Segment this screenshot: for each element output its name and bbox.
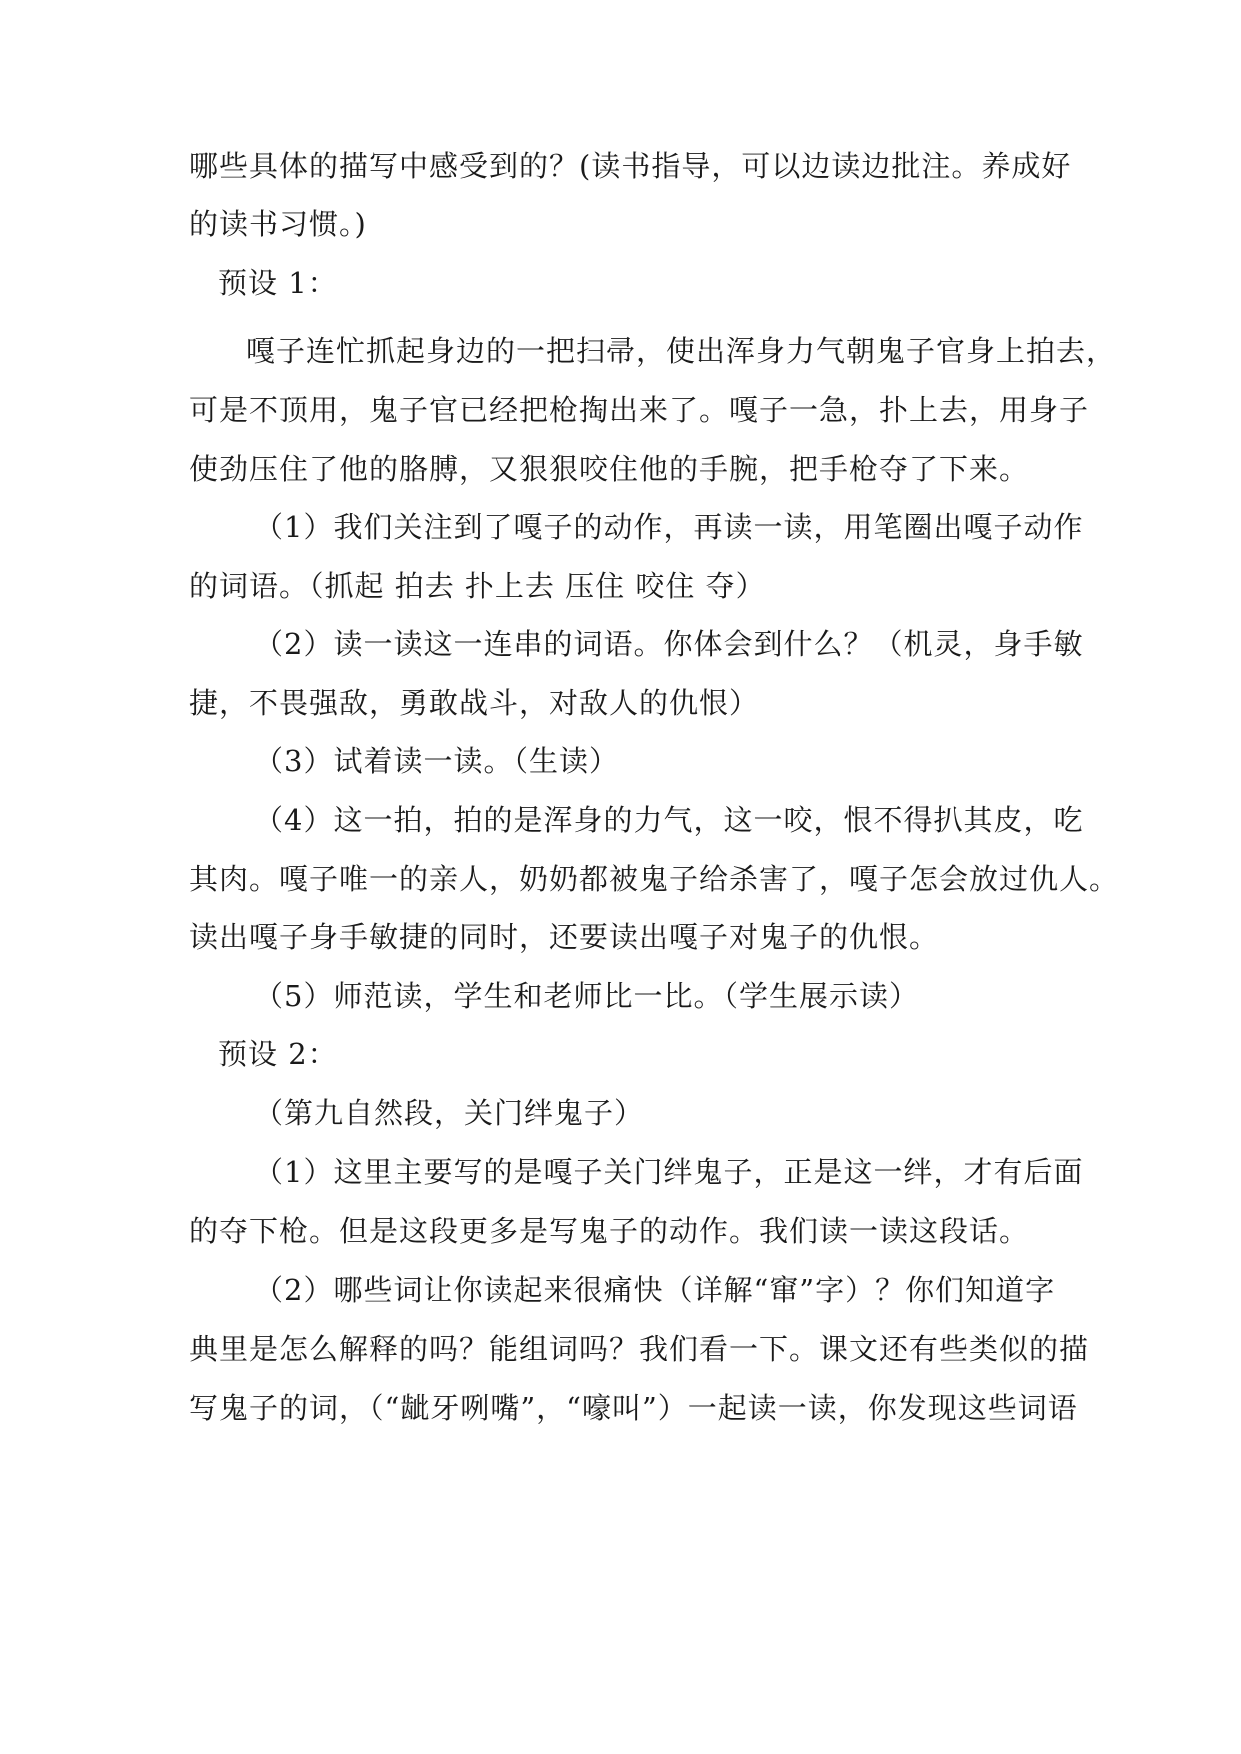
text-line: （2）读一读这一连串的词语。你体会到什么？（机灵，身手敏 (254, 627, 1084, 661)
text-line: （5）师范读，学生和老师比一比。（学生展示读） (254, 979, 919, 1013)
section-heading: 预设 2： (218, 1037, 338, 1071)
text-line: 哪些具体的描写中感受到的？(读书指导，可以边读边批注。养成好 (189, 149, 1072, 183)
text-line: （1）这里主要写的是嘎子关门绊鬼子，正是这一绊，才有后面 (254, 1155, 1084, 1189)
quoted-passage-line: 嘎子连忙抓起身边的一把扫帚，使出浑身力气朝鬼子官身上拍去， (246, 334, 1117, 368)
text-line: （1）我们关注到了嘎子的动作，再读一读，用笔圈出嘎子动作 (254, 510, 1084, 544)
section-heading: 预设 1： (218, 266, 338, 300)
text-line: 的词语。（抓起 拍去 扑上去 压住 咬住 夺） (189, 569, 766, 603)
text-line: 的夺下枪。但是这段更多是写鬼子的动作。我们读一读这段话。 (189, 1214, 1030, 1248)
text-line: （第九自然段，关门绊鬼子） (254, 1096, 645, 1130)
quoted-passage-line: 可是不顶用，鬼子官已经把枪掏出来了。嘎子一急，扑上去，用身子 (189, 393, 1090, 427)
text-line: 典里是怎么解释的吗？能组词吗？我们看一下。课文还有些类似的描 (189, 1332, 1090, 1366)
text-line: 写鬼子的词，（“龇牙咧嘴”，“嚎叫”）一起读一读，你发现这些词语 (189, 1391, 1078, 1425)
text-line: 其肉。嘎子唯一的亲人，奶奶都被鬼子给杀害了，嘎子怎会放过仇人。 (189, 862, 1120, 896)
text-line: （3）试着读一读。（生读） (254, 744, 619, 778)
text-line: 的读书习惯。) (189, 207, 367, 241)
text-line: （2）哪些词让你读起来很痛快（详解“窜”字）？你们知道字 (254, 1273, 1056, 1307)
quoted-passage-line: 使劲压住了他的胳膊，又狠狠咬住他的手腕，把手枪夺了下来。 (189, 452, 1030, 486)
text-line: 捷，不畏强敌，勇敢战斗，对敌人的仇恨） (189, 686, 760, 720)
text-line: （4）这一拍，拍的是浑身的力气，这一咬，恨不得扒其皮，吃 (254, 803, 1084, 837)
text-line: 读出嘎子身手敏捷的同时，还要读出嘎子对鬼子的仇恨。 (189, 920, 940, 954)
